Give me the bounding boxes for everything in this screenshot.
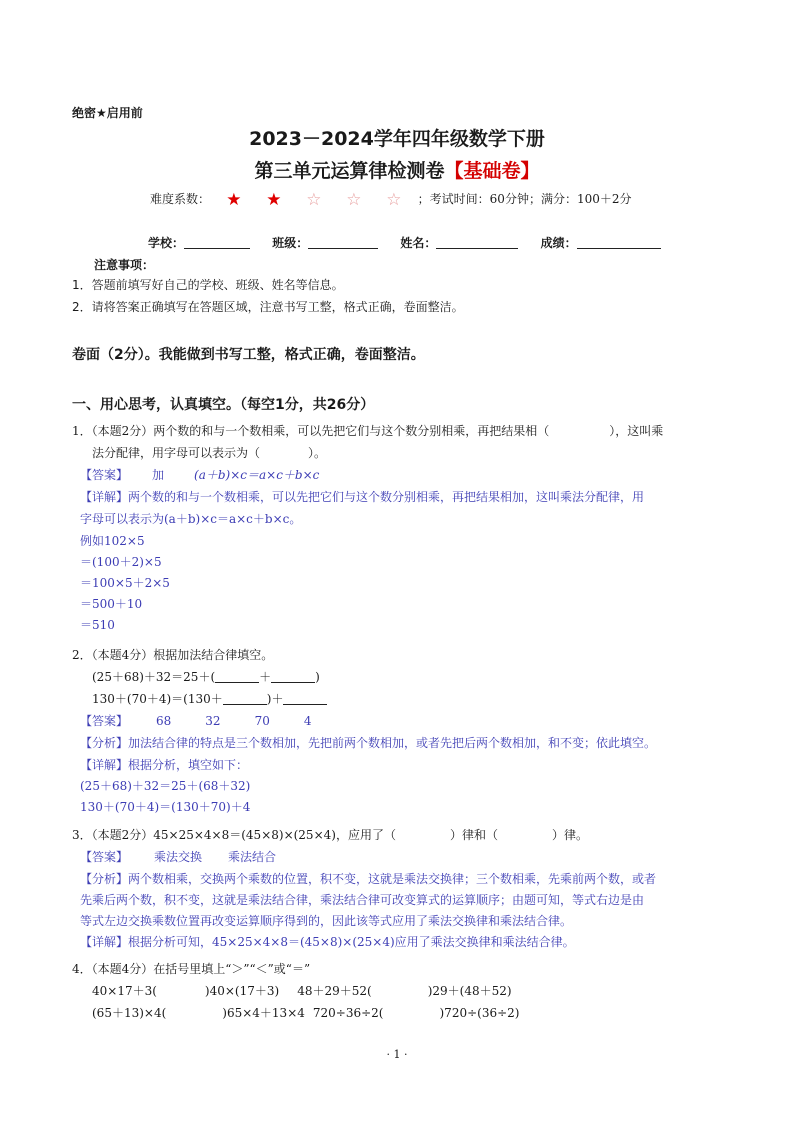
q4-text: )40×(17＋3) [204,984,280,998]
q1-text-b: ），这叫乘 [609,424,664,438]
name-field[interactable] [400,234,518,251]
class-line[interactable] [308,235,378,249]
q2-text: (25＋68)＋32＝25＋( [92,670,216,684]
q1-answer-2: (a＋b)×c＝a×c＋b×c [194,468,320,482]
q4-row-1 [92,982,512,999]
notes-heading: 注意事项： [94,258,155,272]
question-3 [72,826,588,843]
filled-star-icon: ★ [266,190,282,210]
q4-text: 40×17＋3( [92,984,157,998]
q1-text-a: 1．（本题2分）两个数的和与一个数相乘，可以先把它们与这个数分别相乘，再把结果相（ [72,424,550,438]
q2-detail: 【详解】根据分析，填空如下： [80,758,249,772]
section-neatness: 卷面（2分）。我能做到书写工整，格式正确，卷面整洁。 [72,347,425,363]
empty-star-icon: ☆ [306,190,322,210]
q4-text: 48＋29＋52( [297,984,372,998]
class-label: 班级： [272,236,309,250]
note-item: 1．答题前填写好自己的学校、班级、姓名等信息。 [72,278,344,292]
note-item: 2．请将答案正确填写在答题区域，注意书写工整，格式正确，卷面整洁。 [72,300,464,314]
q1-text-d: ）。 [308,446,327,460]
q2-analysis: 【分析】加法结合律的特点是三个数相加，先把前两个数相加，或者先把后两个数相加，和不变；依此填空。 [80,736,657,750]
q2-text: ) [315,670,320,684]
q4-text: )720÷(36÷2) [439,1006,520,1020]
paper-subtitle [0,156,794,183]
q3-text: ）律和（ [449,828,498,842]
answer-tag: 【答案】 [80,468,129,482]
q2-answer-1: 68 [156,714,172,728]
q2-blank-3[interactable] [223,692,267,705]
filled-star-icon: ★ [226,190,242,210]
q3-text: 3．（本题2分）45×25×4×8＝(45×8)×(25×4)，应用了（ [72,828,396,842]
student-info-fields [148,234,679,251]
q2-work-line: 130＋(70＋4)＝(130＋70)＋4 [80,800,251,814]
score-label: 成绩： [540,236,577,250]
q1-example-line: ＝510 [80,618,115,632]
empty-star-icon: ☆ [386,190,402,210]
q1-detail-line2: 字母可以表示为(a＋b)×c＝a×c＋b×c。 [80,512,302,526]
question-2-title: 2．（本题4分）根据加法结合律填空。 [72,648,274,662]
question-4-title: 4．（本题4分）在括号里填上“＞”“＜”或“＝” [72,962,311,976]
q1-example-line: 例如102×5 [80,534,145,548]
q1-example-line: ＝100×5＋2×5 [80,576,170,590]
school-label: 学校： [148,236,185,250]
question-1-line2 [92,444,326,461]
q4-row-2 [92,1004,519,1021]
score-field[interactable] [541,234,661,251]
q3-answer-2: 乘法结合 [228,850,277,864]
q2-answer-4: 4 [303,714,312,728]
exam-meta [150,190,631,210]
q2-line2 [92,690,327,707]
page-number: · 1 · [386,1048,408,1061]
subtitle-main: 第三单元运算律检测卷 [254,160,445,182]
q2-work-line: (25＋68)＋32＝25＋(68＋32) [80,779,251,793]
q2-text: 130＋(70＋4)＝(130＋ [92,692,223,706]
subtitle-level: 【基础卷】 [444,160,540,182]
q3-answer-1: 乘法交换 [154,850,203,864]
name-label: 姓名： [400,236,437,250]
q4-text: (65＋13)×4( [92,1006,167,1020]
school-line[interactable] [184,235,250,249]
confidential-label: 绝密★启用前 [72,106,143,120]
school-field[interactable] [148,234,250,251]
q1-answer-1: 加 [152,468,165,482]
q1-example-line: ＝500＋10 [80,597,143,611]
q2-answer [80,712,312,729]
q3-answer [80,848,276,865]
q1-answer [80,466,319,483]
name-line[interactable] [436,235,518,249]
q2-blank-1[interactable] [215,670,259,683]
q2-answer-3: 70 [254,714,270,728]
difficulty-stars [214,190,414,210]
q3-analysis-line: 先乘后两个数，积不变，这就是乘法结合律，乘法结合律可改变算式的运算顺序；由题可知，等式右边是由 [80,893,645,907]
question-1-line1 [72,422,663,439]
q2-text: ＋ [259,670,272,684]
q4-text: 720÷36÷2( [312,1006,384,1020]
score-line[interactable] [577,235,661,249]
q3-analysis-line: 等式左边交换乘数位置再改变运算顺序得到的，因此该等式应用了乘法交换律和乘法结合律。 [80,914,573,928]
paper-title: 2023－2024学年四年级数学下册 [249,128,545,150]
q2-line1 [92,668,320,685]
answer-tag: 【答案】 [80,714,129,728]
class-field[interactable] [272,234,378,251]
q1-text-c: 法分配律，用字母可以表示为（ [92,446,261,460]
q2-answer-2: 32 [205,714,221,728]
q3-analysis-line: 【分析】两个数相乘，交换两个乘数的位置，积不变，这就是乘法交换律；三个数相乘，先乘前两个数，或者 [80,872,657,886]
q4-text: )29＋(48＋52) [427,984,512,998]
q1-example-line: ＝(100＋2)×5 [80,555,162,569]
q2-blank-4[interactable] [283,692,327,705]
q4-text: )65×4＋13×4 [222,1006,305,1020]
section-fill-blanks: 一、用心思考，认真填空。（每空1分，共26分） [72,397,375,413]
answer-tag: 【答案】 [80,850,129,864]
empty-star-icon: ☆ [346,190,362,210]
exam-info: ；考试时间：60分钟；满分：100＋2分 [417,192,632,206]
difficulty-label: 难度系数： [150,192,211,206]
q3-detail: 【详解】根据分析可知，45×25×4×8＝(45×8)×(25×4)应用了乘法交换律和乘法结合律。 [80,935,575,949]
q2-text: )＋ [266,692,284,706]
q3-text: ）律。 [551,828,588,842]
q2-blank-2[interactable] [271,670,315,683]
q1-detail-line1: 【详解】两个数的和与一个数相乘，可以先把它们与这个数分别相乘，再把结果相加，这叫乘法分配律，用 [80,490,645,504]
